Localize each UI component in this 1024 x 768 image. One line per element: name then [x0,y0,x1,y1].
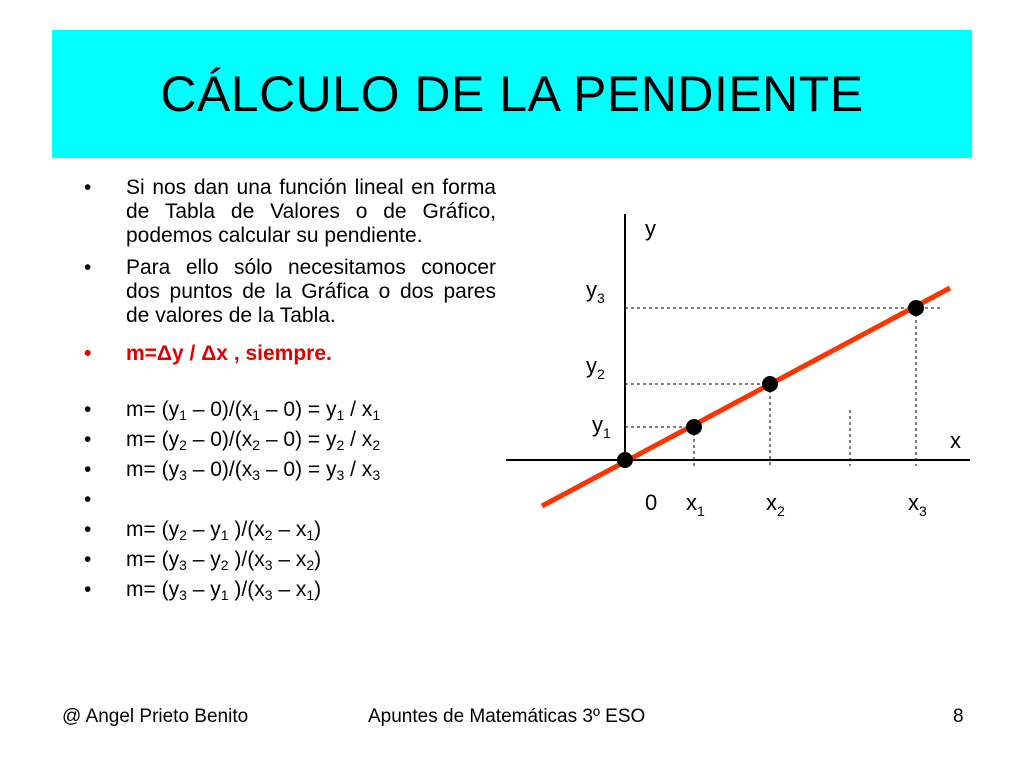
x-axis-label: x [950,428,961,453]
point-origin [617,452,633,468]
formula-row: • $m= (y_3 - y_2$ )$/(x_3 - x_2)$ [84,548,496,572]
bullet-list [84,176,496,602]
bullet-slope-formula: • m=Δy / Δx , siempre. [84,342,496,366]
point-2 [762,376,778,392]
y1-label: $y_1$ [592,412,611,441]
title-band [52,30,972,158]
formula-row: • $m= (y_1 - 0)/(x_1 - 0) = y_1 / x_1$ [84,398,496,422]
formula-row: • $m= (y_3 - y_1$ )$/(x_3 - x_1)$ [84,578,496,602]
footer-course: Apuntes de Matemáticas 3º ESO [368,706,646,727]
bullet-intro: • Si nos dan una función lineal en forma de Tabla de Valores o de Gráfico, podemos calcular su pendiente. [84,176,496,248]
x1-label: $x_1$ [686,490,705,519]
slide-title: CÁLCULO DE LA PENDIENTE [160,66,864,122]
x3-label: $x_3$ [908,490,927,519]
point-3 [908,300,924,316]
bullet-two-points: • Para ello sólo necesitamos conocer dos puntos de la Gráfica o dos pares de valores de la Tabla. [84,256,496,328]
empty-bullet [84,488,496,512]
point-1 [686,419,702,435]
linear-function-line [542,288,950,506]
slope-diagram [500,200,980,540]
x2-label: $x_2$ [766,490,785,519]
y2-label: $y_2$ [586,353,605,382]
footer-page-number: 8 [953,706,964,727]
y3-label: $y_3$ [586,277,605,306]
footer-author: @ Angel Prieto Benito [62,706,249,727]
formula-row: • $m= (y_2 - y_1$ )$/(x_2 - x_1)$ [84,518,496,542]
y-axis-label: y [645,216,656,241]
origin-label: 0 [645,490,658,515]
formula-row: • $m= (y_3 - 0)/(x_3 - 0) = y_3 / x_3$ [84,458,496,482]
formula-row: • $m= (y_2 - 0)/(x_2 - 0) = y_2 / x_2$ [84,428,496,452]
